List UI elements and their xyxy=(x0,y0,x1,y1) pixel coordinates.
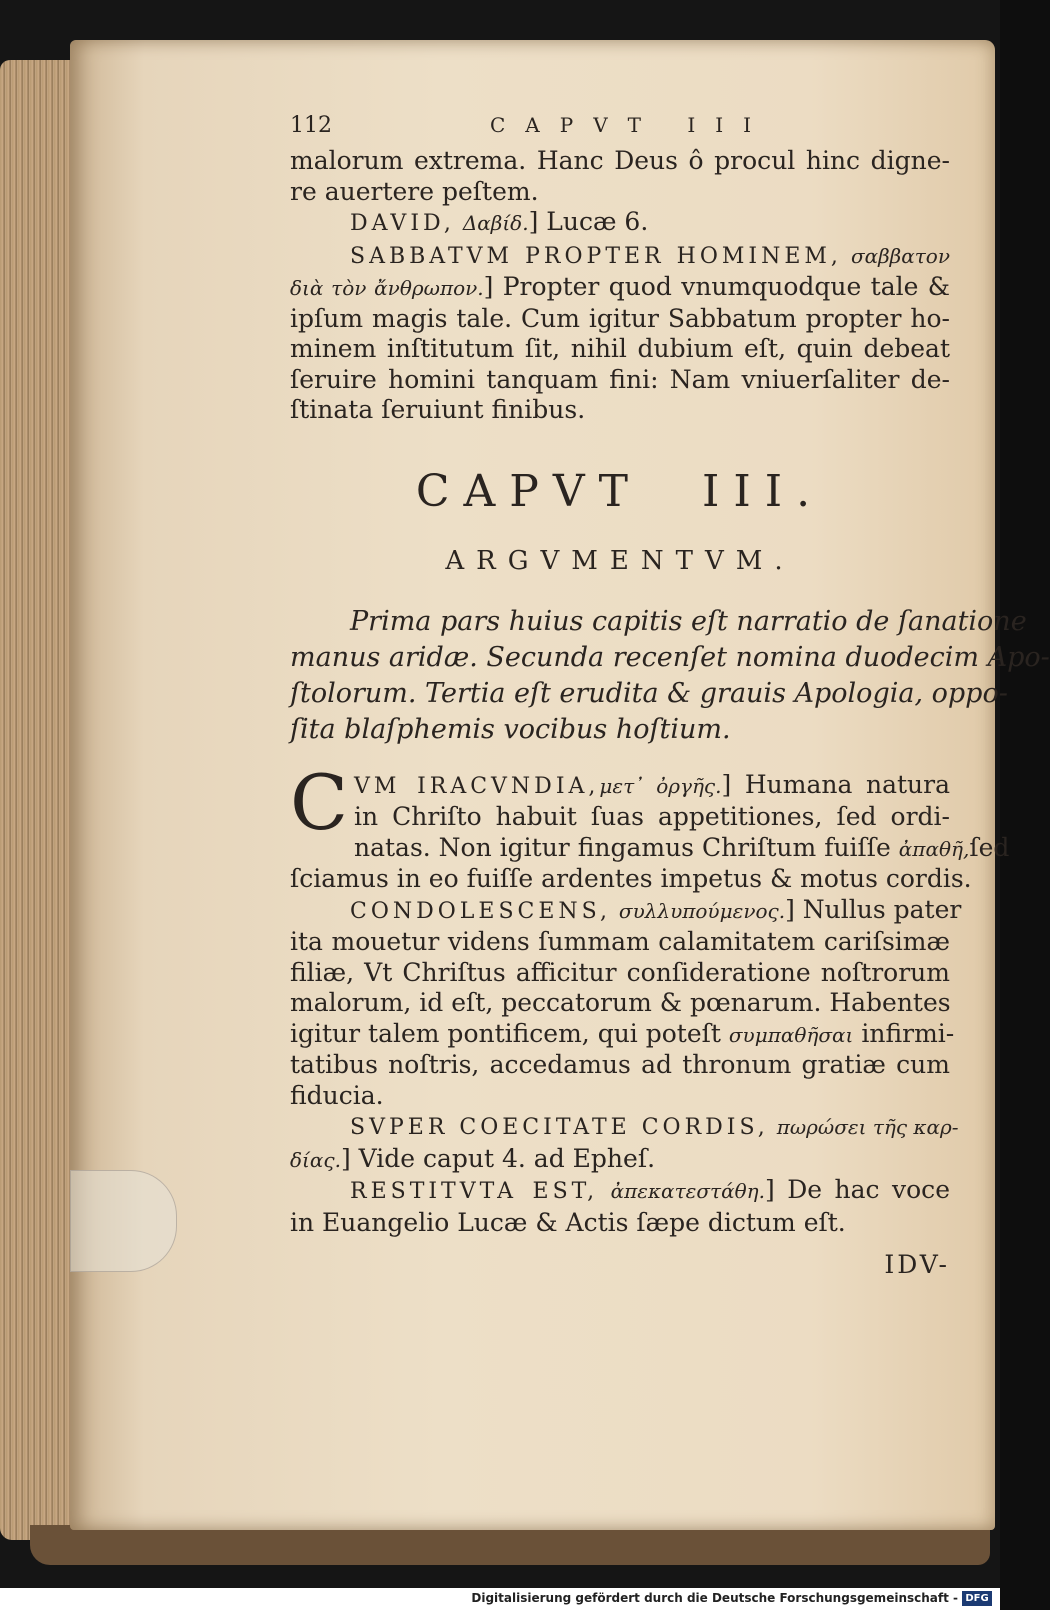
greek-text: συλλυπούμενος. xyxy=(618,898,786,923)
line-rest: ] De hac voce xyxy=(764,1175,950,1204)
line-part: infirmi- xyxy=(861,1018,955,1048)
text-line: in Euangelio Lucæ & Actis ſæpe dictum eſt. xyxy=(290,1207,846,1237)
lemma: SVPER COECITATE CORDIS, xyxy=(350,1115,769,1140)
greek-text: ἀπεκατεστάθη. xyxy=(610,1179,765,1203)
text-line: ſtolorum. Tertia eſt erudita & grauis Apologia, oppo- xyxy=(290,677,1008,709)
text-line: ſita blaſphemis vocibus hoſtium. xyxy=(290,713,731,745)
text-line: fiducia. xyxy=(290,1080,384,1110)
greek-text: Δαβίδ. xyxy=(462,211,529,235)
note-sabbatum xyxy=(290,240,950,273)
argument-summary xyxy=(290,604,1050,748)
argument-title: ARGVMENTVM. xyxy=(445,545,795,576)
greek-text: σαββατον xyxy=(850,243,950,268)
book-bottom-edge xyxy=(30,1525,990,1565)
text-line: minem inſtitutum ſit, nihil dubium eſt, quin debeat xyxy=(290,334,950,363)
line-part: ſed xyxy=(969,832,1010,862)
text-line: manus aridæ. Secunda recenſet nomina duodecim Apo- xyxy=(290,641,1050,673)
text-line xyxy=(290,1144,950,1176)
text-line: ita mouetur videns ſummam calamitatem cariſsimæ xyxy=(290,927,950,956)
text-line xyxy=(290,832,1010,865)
lemma: DAVID, xyxy=(350,211,455,236)
line-part: igitur talem pontificem, qui poteſt xyxy=(290,1018,721,1048)
lemma: SABBATVM PROPTER HOMINEM, xyxy=(350,243,842,269)
page-text xyxy=(290,110,1050,1281)
catchword: IDV- xyxy=(884,1250,950,1279)
greek-text: πωρώσει τῆς καρ- xyxy=(776,1115,959,1139)
lemma: VM IRACVNDIA, xyxy=(354,773,600,799)
text-line: ſciamus in eo fuiſſe ardentes impetus & motus cordis. xyxy=(290,864,972,893)
chapter-word: CAPVT xyxy=(415,465,643,517)
line-rest: ] Nullus pater xyxy=(785,894,962,924)
text-line: ſeruire homini tanquam fini: Nam vniuerſaliter de- xyxy=(290,364,950,394)
line-part: natas. Non igitur fingamus Chriſtum fuiſſe xyxy=(354,832,891,862)
running-title: CAPVT III xyxy=(490,113,772,137)
text-line: filiæ, Vt Chriſtus afficitur conſideratione noſtrorum xyxy=(290,957,950,987)
text-line: Prima pars huius capitis eſt narratio de ſanatione xyxy=(350,605,1027,637)
text-line: tatibus noſtris, accedamus ad thronum gratiæ cum xyxy=(290,1050,950,1079)
reference: ] Lucæ 6. xyxy=(528,207,649,236)
chapter-title xyxy=(290,462,950,522)
text-line: re auertere peſtem. xyxy=(290,176,539,206)
text-line: ſtinata ſeruiunt finibus. xyxy=(290,395,586,424)
running-head xyxy=(290,110,950,144)
note-cum-iracundia xyxy=(290,757,1010,895)
line-rest: ] Propter quod vnumquodque tale & xyxy=(483,272,950,301)
greek-text: δίας. xyxy=(290,1147,341,1172)
lemma: CONDOLESCENS, xyxy=(350,898,611,924)
note-restituta xyxy=(290,1175,950,1208)
drop-cap: C xyxy=(290,757,349,847)
note-condolescens xyxy=(290,894,962,928)
chapter-numeral: III. xyxy=(702,465,825,517)
text-line xyxy=(290,272,950,304)
line-rest: ] Vide caput 4. ad Epheſ. xyxy=(340,1143,656,1173)
note-david xyxy=(290,207,950,240)
lemma: RESTITVTA EST, xyxy=(350,1179,599,1204)
text-line: ipſum magis tale. Cum igitur Sabbatum propter ho- xyxy=(290,303,950,333)
page-number: 112 xyxy=(290,113,332,138)
greek-text: ἀπαθῆ, xyxy=(898,836,970,861)
page-clip xyxy=(70,1170,177,1272)
text-line: malorum extrema. Hanc Deus ô procul hinc digne- xyxy=(290,146,950,175)
dfg-logo-icon: DFG xyxy=(962,1591,992,1606)
greek-text: μετ᾽ ὀργῆς. xyxy=(599,773,722,798)
text-line xyxy=(290,770,950,803)
text-line: in Chriſto habuit ſuas appetitiones, ſed ordi- xyxy=(354,802,950,831)
text-line: malorum, id eſt, peccatorum & pœnarum. Habentes xyxy=(290,988,951,1017)
greek-text: διὰ τὸν ἄνθρωπον. xyxy=(290,276,484,300)
digitization-footer xyxy=(0,1588,1000,1610)
footer-credit: Digitalisierung gefördert durch die Deutsche Forschungsgemeinschaft - xyxy=(471,1591,958,1605)
note-super-coecitate xyxy=(290,1111,959,1144)
line-rest: ] Humana natura xyxy=(721,769,950,799)
text-line xyxy=(290,1018,955,1051)
greek-text: συμπαθῆσαι xyxy=(728,1022,854,1047)
